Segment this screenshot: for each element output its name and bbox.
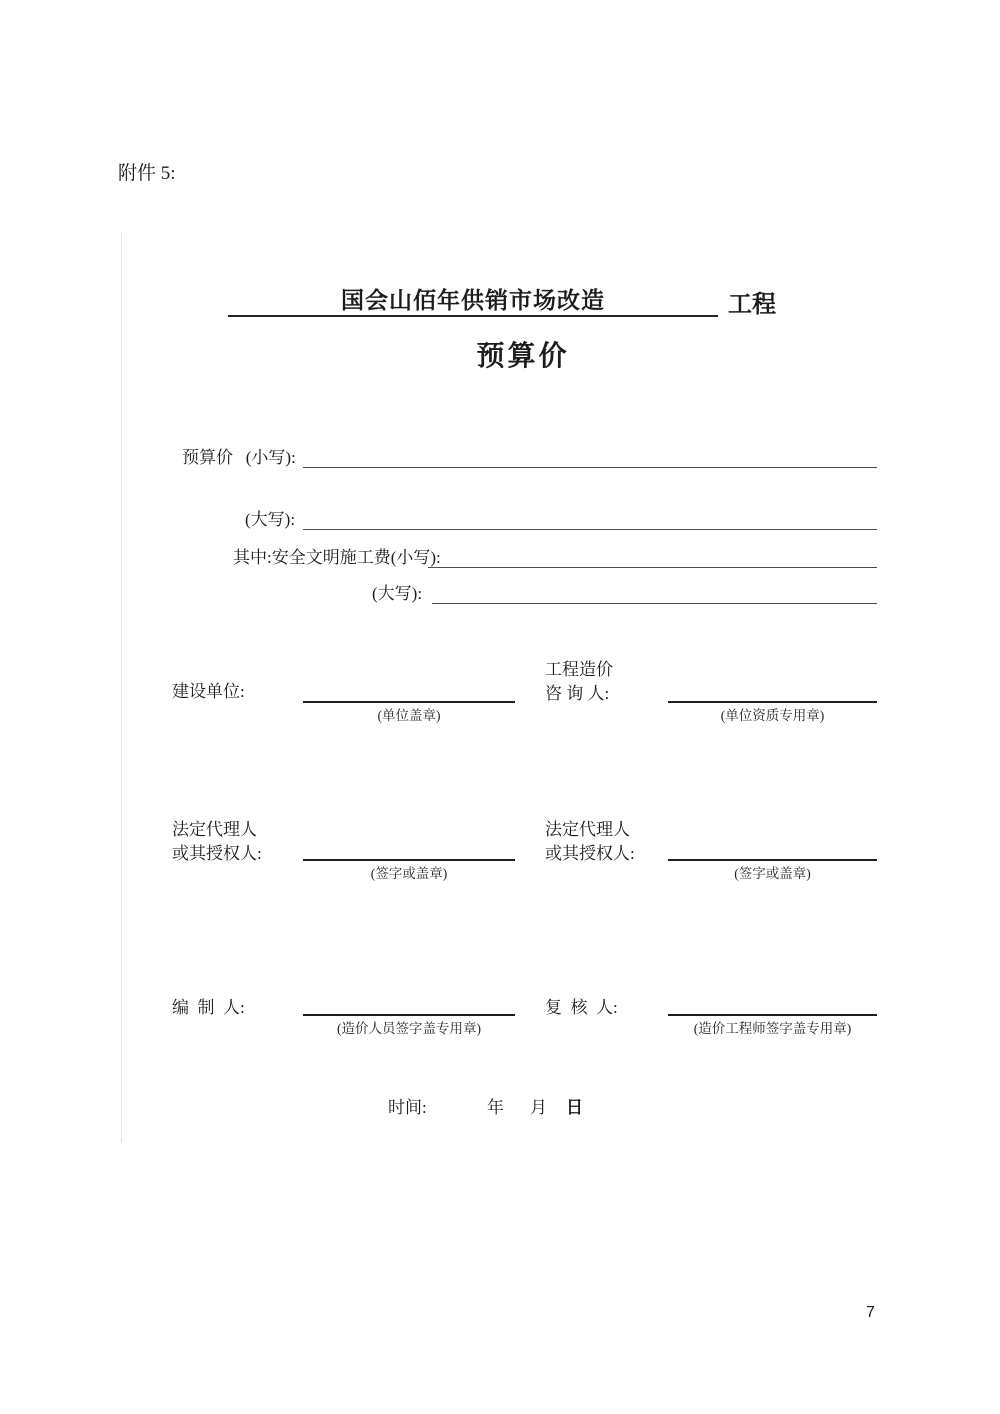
date-year-char: 年 xyxy=(487,1098,504,1117)
date-month-char: 月 xyxy=(530,1098,547,1117)
budget-price-lowercase-fill-line xyxy=(303,450,877,468)
reviewer-label: 复 核 人: xyxy=(545,998,618,1017)
project-name-underlined: 国会山佰年供销市场改造 xyxy=(228,282,718,317)
cost-consultant-seal-caption: (单位资质专用章) xyxy=(720,708,825,723)
left-legal-rep-label-line1: 法定代理人 xyxy=(172,820,257,839)
right-legal-rep-sign-line xyxy=(668,842,877,861)
left-legal-rep-sign-caption: (签字或盖章) xyxy=(370,866,448,881)
safety-fee-uppercase-label: (大写): xyxy=(372,584,423,603)
right-legal-rep-label-line2: 或其授权人: xyxy=(545,844,635,863)
construction-unit-seal-caption: (单位盖章) xyxy=(377,708,441,723)
cost-consultant-label-line2: 咨 询 人: xyxy=(545,684,610,703)
left-legal-rep-label-line2: 或其授权人: xyxy=(172,844,262,863)
construction-unit-seal-line xyxy=(303,684,515,703)
budget-price-uppercase-label: (大写): xyxy=(245,510,296,529)
reviewer-sign-line xyxy=(668,997,877,1016)
right-legal-rep-sign-caption: (签字或盖章) xyxy=(734,866,811,881)
budget-price-lowercase-label: 预算价 (小写): xyxy=(182,448,296,467)
left-legal-rep-sign-line xyxy=(303,842,515,861)
title-suffix: 工程 xyxy=(728,292,776,318)
cost-consultant-seal-line xyxy=(668,684,877,703)
attachment-label: 附件 5: xyxy=(118,163,176,184)
cost-consultant-label-line1: 工程造价 xyxy=(545,660,613,679)
safety-fee-lowercase-label: 其中:安全文明施工费(小写): xyxy=(233,548,441,567)
reviewer-sign-caption: (造价工程师签字盖专用章) xyxy=(693,1021,852,1036)
page-edge-line xyxy=(121,232,122,1142)
preparer-label: 编 制 人: xyxy=(172,998,245,1017)
document-heading: 预算价 xyxy=(476,341,570,372)
right-legal-rep-label-line1: 法定代理人 xyxy=(545,820,630,839)
construction-unit-label: 建设单位: xyxy=(172,682,245,701)
preparer-sign-caption: (造价人员签字盖专用章) xyxy=(337,1021,481,1036)
page-number: 7 xyxy=(866,1304,875,1321)
date-label: 时间: xyxy=(388,1098,427,1117)
safety-fee-uppercase-fill-line xyxy=(432,586,877,604)
preparer-sign-line xyxy=(303,997,515,1016)
date-day-char: 日 xyxy=(566,1098,583,1117)
budget-price-uppercase-fill-line xyxy=(303,512,877,530)
safety-fee-lowercase-fill-line xyxy=(428,550,877,568)
